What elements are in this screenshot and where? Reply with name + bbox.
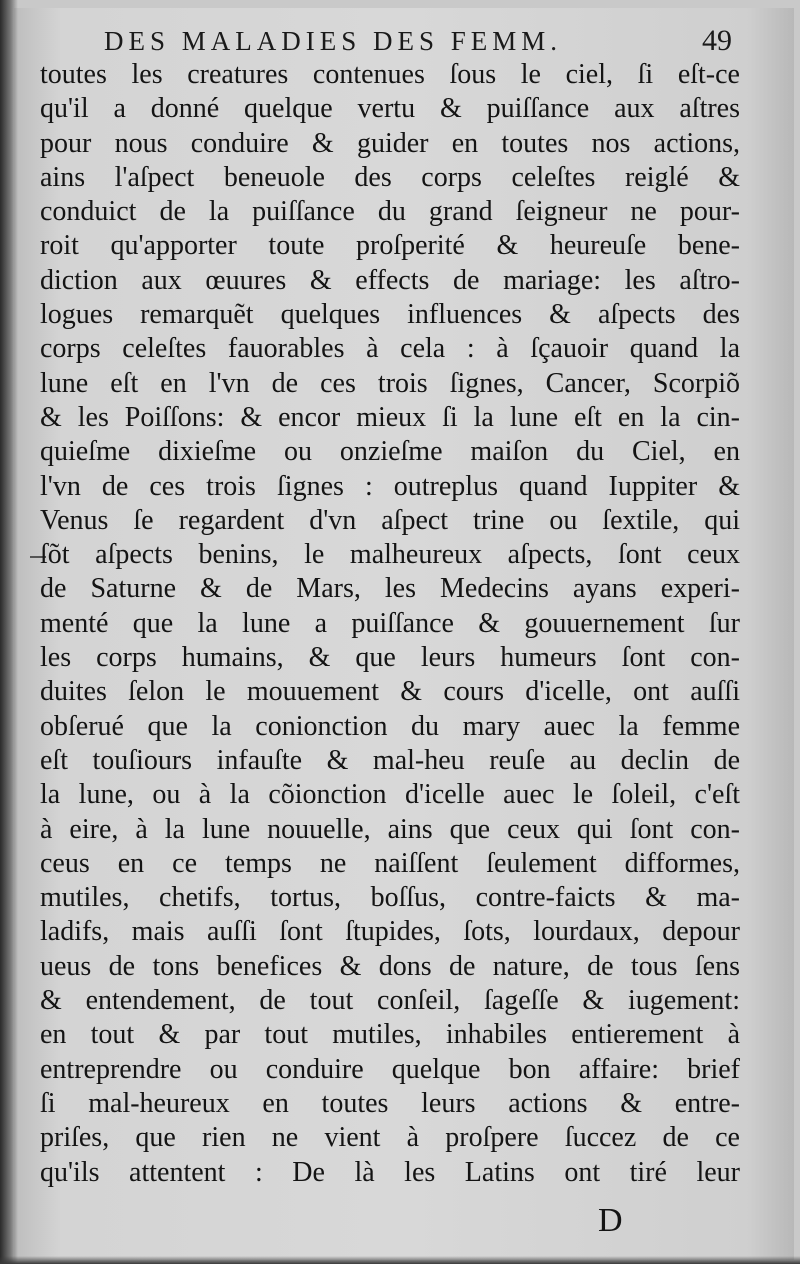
text-line: eſt touſiours infauſte & mal-heu reuſe au declin de xyxy=(40,744,740,776)
text-line: Venus ſe regardent d'vn aſpect trine ou ſextile, qui xyxy=(40,504,740,536)
text-line: mutiles, chetifs, tortus, boſſus, contre-faicts & ma- xyxy=(40,882,740,914)
text-line: priſes, que rien ne vient à proſpere ſuccez de ce xyxy=(40,1122,740,1154)
text-line: & entendement, de tout conſeil, ſageſſe & iugement: xyxy=(40,985,740,1017)
signature-mark: D xyxy=(598,1202,623,1239)
text-line: logues remarquẽt quelques influences & aſpects des xyxy=(40,299,740,331)
text-line: menté que la lune a puiſſance & gouuernement ſur xyxy=(40,607,740,639)
text-line: les corps humains, & que leurs humeurs ſont con- xyxy=(40,642,740,674)
text-line: en tout & par tout mutiles, inhabiles entierement à xyxy=(40,1019,740,1051)
gutter-shadow xyxy=(0,0,18,1264)
text-line: qu'il a donné quelque vertu & puiſſance aux aſtres xyxy=(40,93,740,125)
text-line: pour nous conduire & guider en toutes nos actions, xyxy=(40,127,740,159)
text-line: qu'ils attentent : De là les Latins ont tiré leur xyxy=(40,1156,740,1188)
text-line: roit qu'apporter toute proſperité & heureuſe bene- xyxy=(40,230,740,262)
text-line: à eire, à la lune nouuelle, ains que ceux qui ſont con- xyxy=(40,813,740,845)
text-line: lune eſt en l'vn de ces trois ſignes, Cancer, Scorpiõ xyxy=(40,367,740,399)
bottom-edge-shadow xyxy=(0,1256,800,1264)
text-line: ceus en ce temps ne naiſſent ſeulement difformes, xyxy=(40,847,740,879)
text-line: quieſme dixieſme ou onzieſme maiſon du Ciel, en xyxy=(40,436,740,468)
text-line: obſerué que la conionction du mary auec la femme xyxy=(40,710,740,742)
text-line: toutes les creatures contenues ſous le ciel, ſi eſt-ce xyxy=(40,59,740,90)
text-line: diction aux œuures & effects de mariage: les aſtro- xyxy=(40,264,740,296)
text-line: de Saturne & de Mars, les Medecins ayans experi- xyxy=(40,573,740,605)
text-line: l'vn de ces trois ſignes : outreplus quand Iuppiter & xyxy=(40,470,740,502)
body-text xyxy=(40,58,740,1190)
text-line: & les Poiſſons: & encor mieux ſi la lune eſt en la cin- xyxy=(40,401,740,433)
text-line: entreprendre ou conduire quelque bon affaire: brief xyxy=(40,1053,740,1085)
text-line: duites ſelon le mouuement & cours d'icelle, ont auſſi xyxy=(40,676,740,708)
text-line: conduict de la puiſſance du grand ſeigneur ne pour- xyxy=(40,196,740,228)
text-line: ladifs, mais auſſi ſont ſtupides, ſots, lourdaux, depour xyxy=(40,916,740,948)
text-line: ſi mal-heureux en toutes leurs actions & entre- xyxy=(40,1087,740,1119)
page-number: 49 xyxy=(702,24,732,57)
text-line: corps celeſtes fauorables à cela : à ſçauoir quand la xyxy=(40,333,740,365)
text-line: la lune, ou à la cõionction d'icelle auec le ſoleil, c'eſt xyxy=(40,779,740,811)
text-line: ſõt aſpects benins, le malheureux aſpects, ſont ceux xyxy=(40,539,740,571)
text-line: ueus de tons benefices & dons de nature, de tous ſens xyxy=(40,950,740,982)
running-head: DES MALADIES DES FEMM. xyxy=(104,26,563,56)
text-line: ains l'aſpect beneuole des corps celeſtes reiglé & xyxy=(40,161,740,193)
